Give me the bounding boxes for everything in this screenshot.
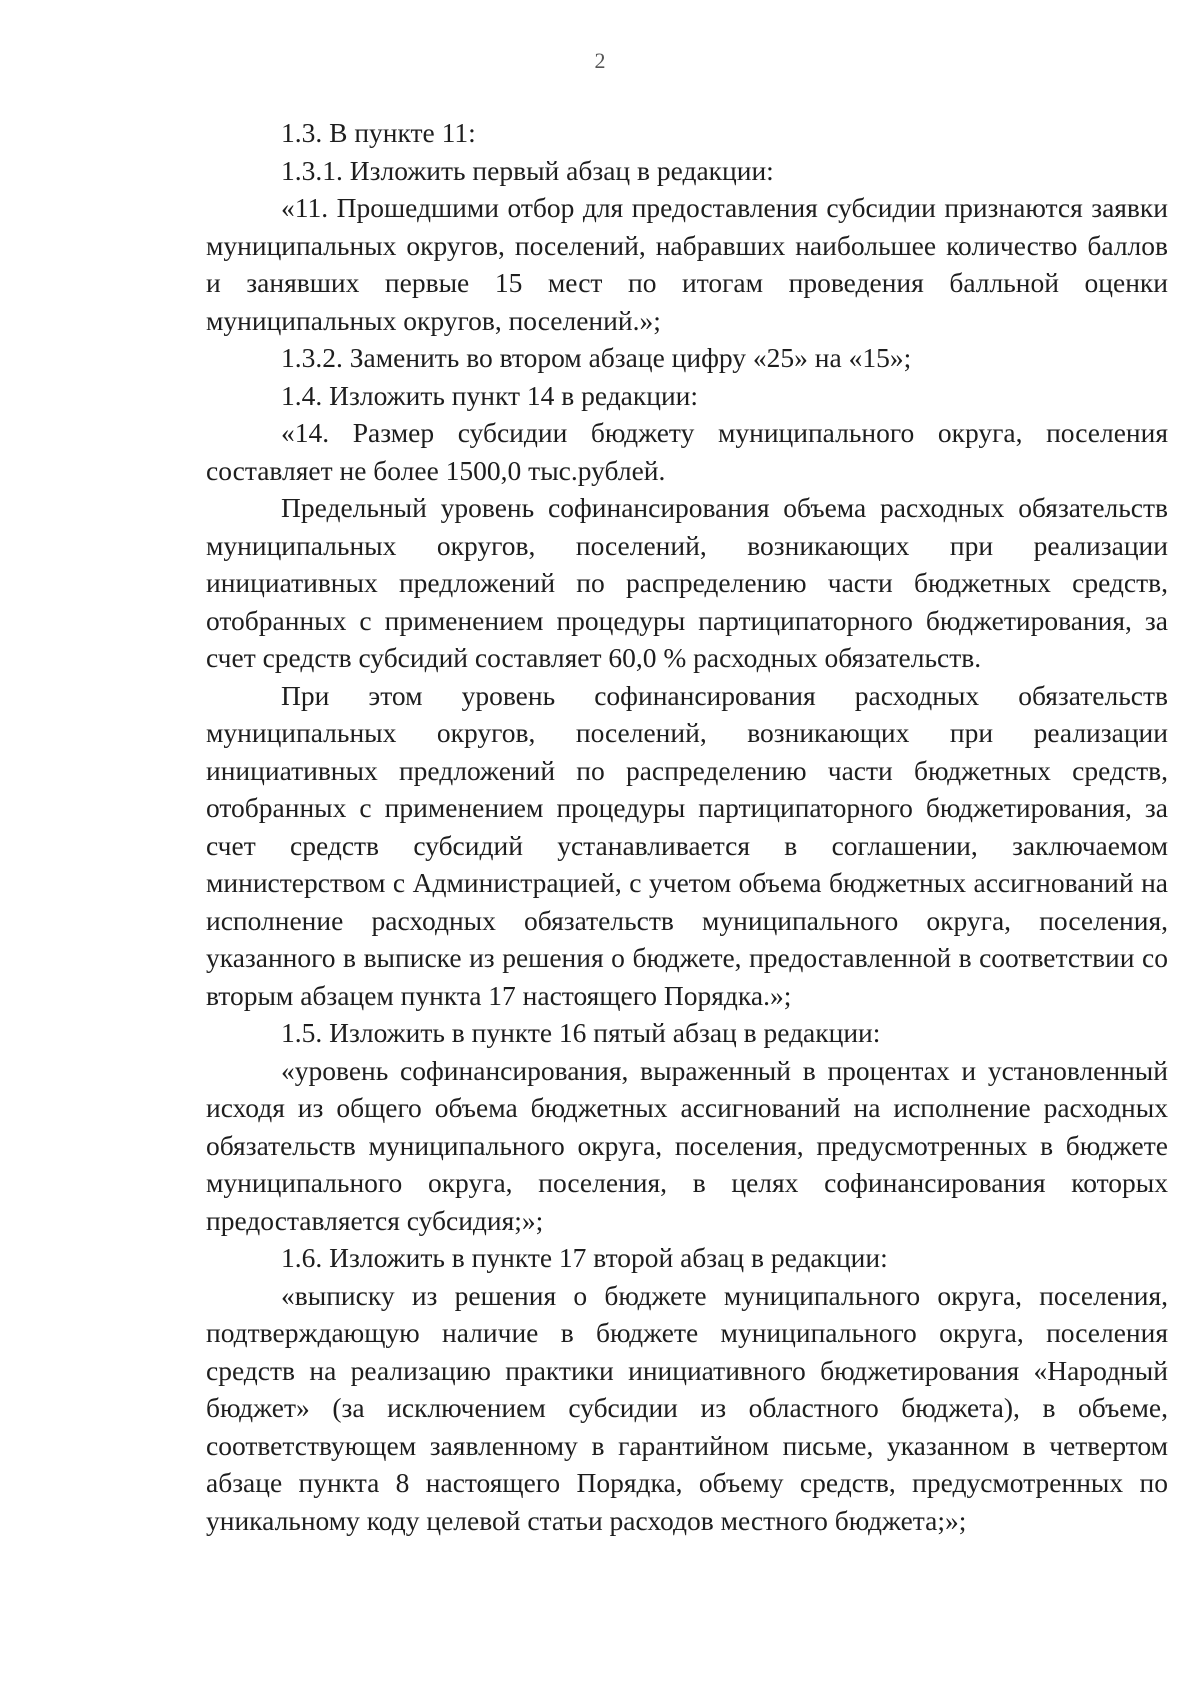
paragraph-item-16-text: «уровень софинансирования, выраженный в процентах и установленный исходя из общего объема бюджетных ассигнований на исполнение расходных обязательств муниципального округа, поселения, предусмотренных в бюджете муниципального округа, поселения, в целях софинансирования которых предоставляется субсидия;»; — [206, 1054, 1168, 1236]
paragraph-1-4: 1.4. Изложить пункт 14 в редакции: — [281, 379, 699, 411]
paragraph-item-17-text: «выписку из решения о бюджете муниципального округа, поселения, подтверждающую наличие в бюджете муниципального округа, поселения средств на реализацию практики инициативного бюджетирования «Народный бюджет» (за исключением субсидии из областного бюджета), в объеме, соответствующем заявленному в гарантийном письме, указанном в четвертом абзаце пункта 8 настоящего Порядка, объему средств, предусмотренных по уникальному коду целевой статьи расходов местного бюджета;»; — [206, 1279, 1168, 1536]
paragraph-1-3-1: 1.3.1. Изложить первый абзац в редакции: — [281, 154, 774, 186]
document-body — [206, 114, 1168, 1539]
paragraph-1-5: 1.5. Изложить в пункте 16 пятый абзац в редакции: — [281, 1017, 881, 1048]
paragraph-1-3: 1.3. В пункте 11: — [281, 117, 476, 148]
paragraph-item-14-text: «14. Размер субсидии бюджету муниципального округа, поселения составляет не более 1500,0 тыс.рублей. — [206, 417, 1168, 486]
page-number: 2 — [594, 48, 606, 73]
paragraph-1-3-2: 1.3.2. Заменить во втором абзаце цифру «25» на «15»; — [281, 342, 912, 373]
paragraph-cofinancing-limit: Предельный уровень софинансирования объема расходных обязательств муниципальных округов, поселений, возникающих при реализации инициативных предложений по распределению части бюджетных средств, отобранных с применением процедуры партиципаторного бюджетирования, за счет средств субсидий составляет 60,0 % расходных обязательств. — [206, 492, 1168, 673]
paragraph-item-11-text: «11. Прошедшими отбор для предоставления субсидии признаются заявки муниципальных округов, поселений, набравших наибольшее количество баллов и занявших первые 15 мест по итогам проведения балльной оценки муниципальных округов, поселений.»; — [206, 192, 1168, 336]
paragraph-1-6: 1.6. Изложить в пункте 17 второй абзац в редакции: — [281, 1242, 888, 1273]
paragraph-cofinancing-agreement: При этом уровень софинансирования расходных обязательств муниципальных округов, поселений, возникающих при реализации инициативных предложений по распределению части бюджетных средств, отобранных с применением процедуры партиципаторного бюджетирования, за счет средств субсидий устанавливается в соглашении, заключаемом министерством с Администрацией, с учетом объема бюджетных ассигнований на исполнение расходных обязательств муниципального округа, поселения, указанного в выписке из решения о бюджете, предоставленной в соответствии со вторым абзацем пункта 17 настоящего Порядка.»; — [206, 679, 1168, 1011]
